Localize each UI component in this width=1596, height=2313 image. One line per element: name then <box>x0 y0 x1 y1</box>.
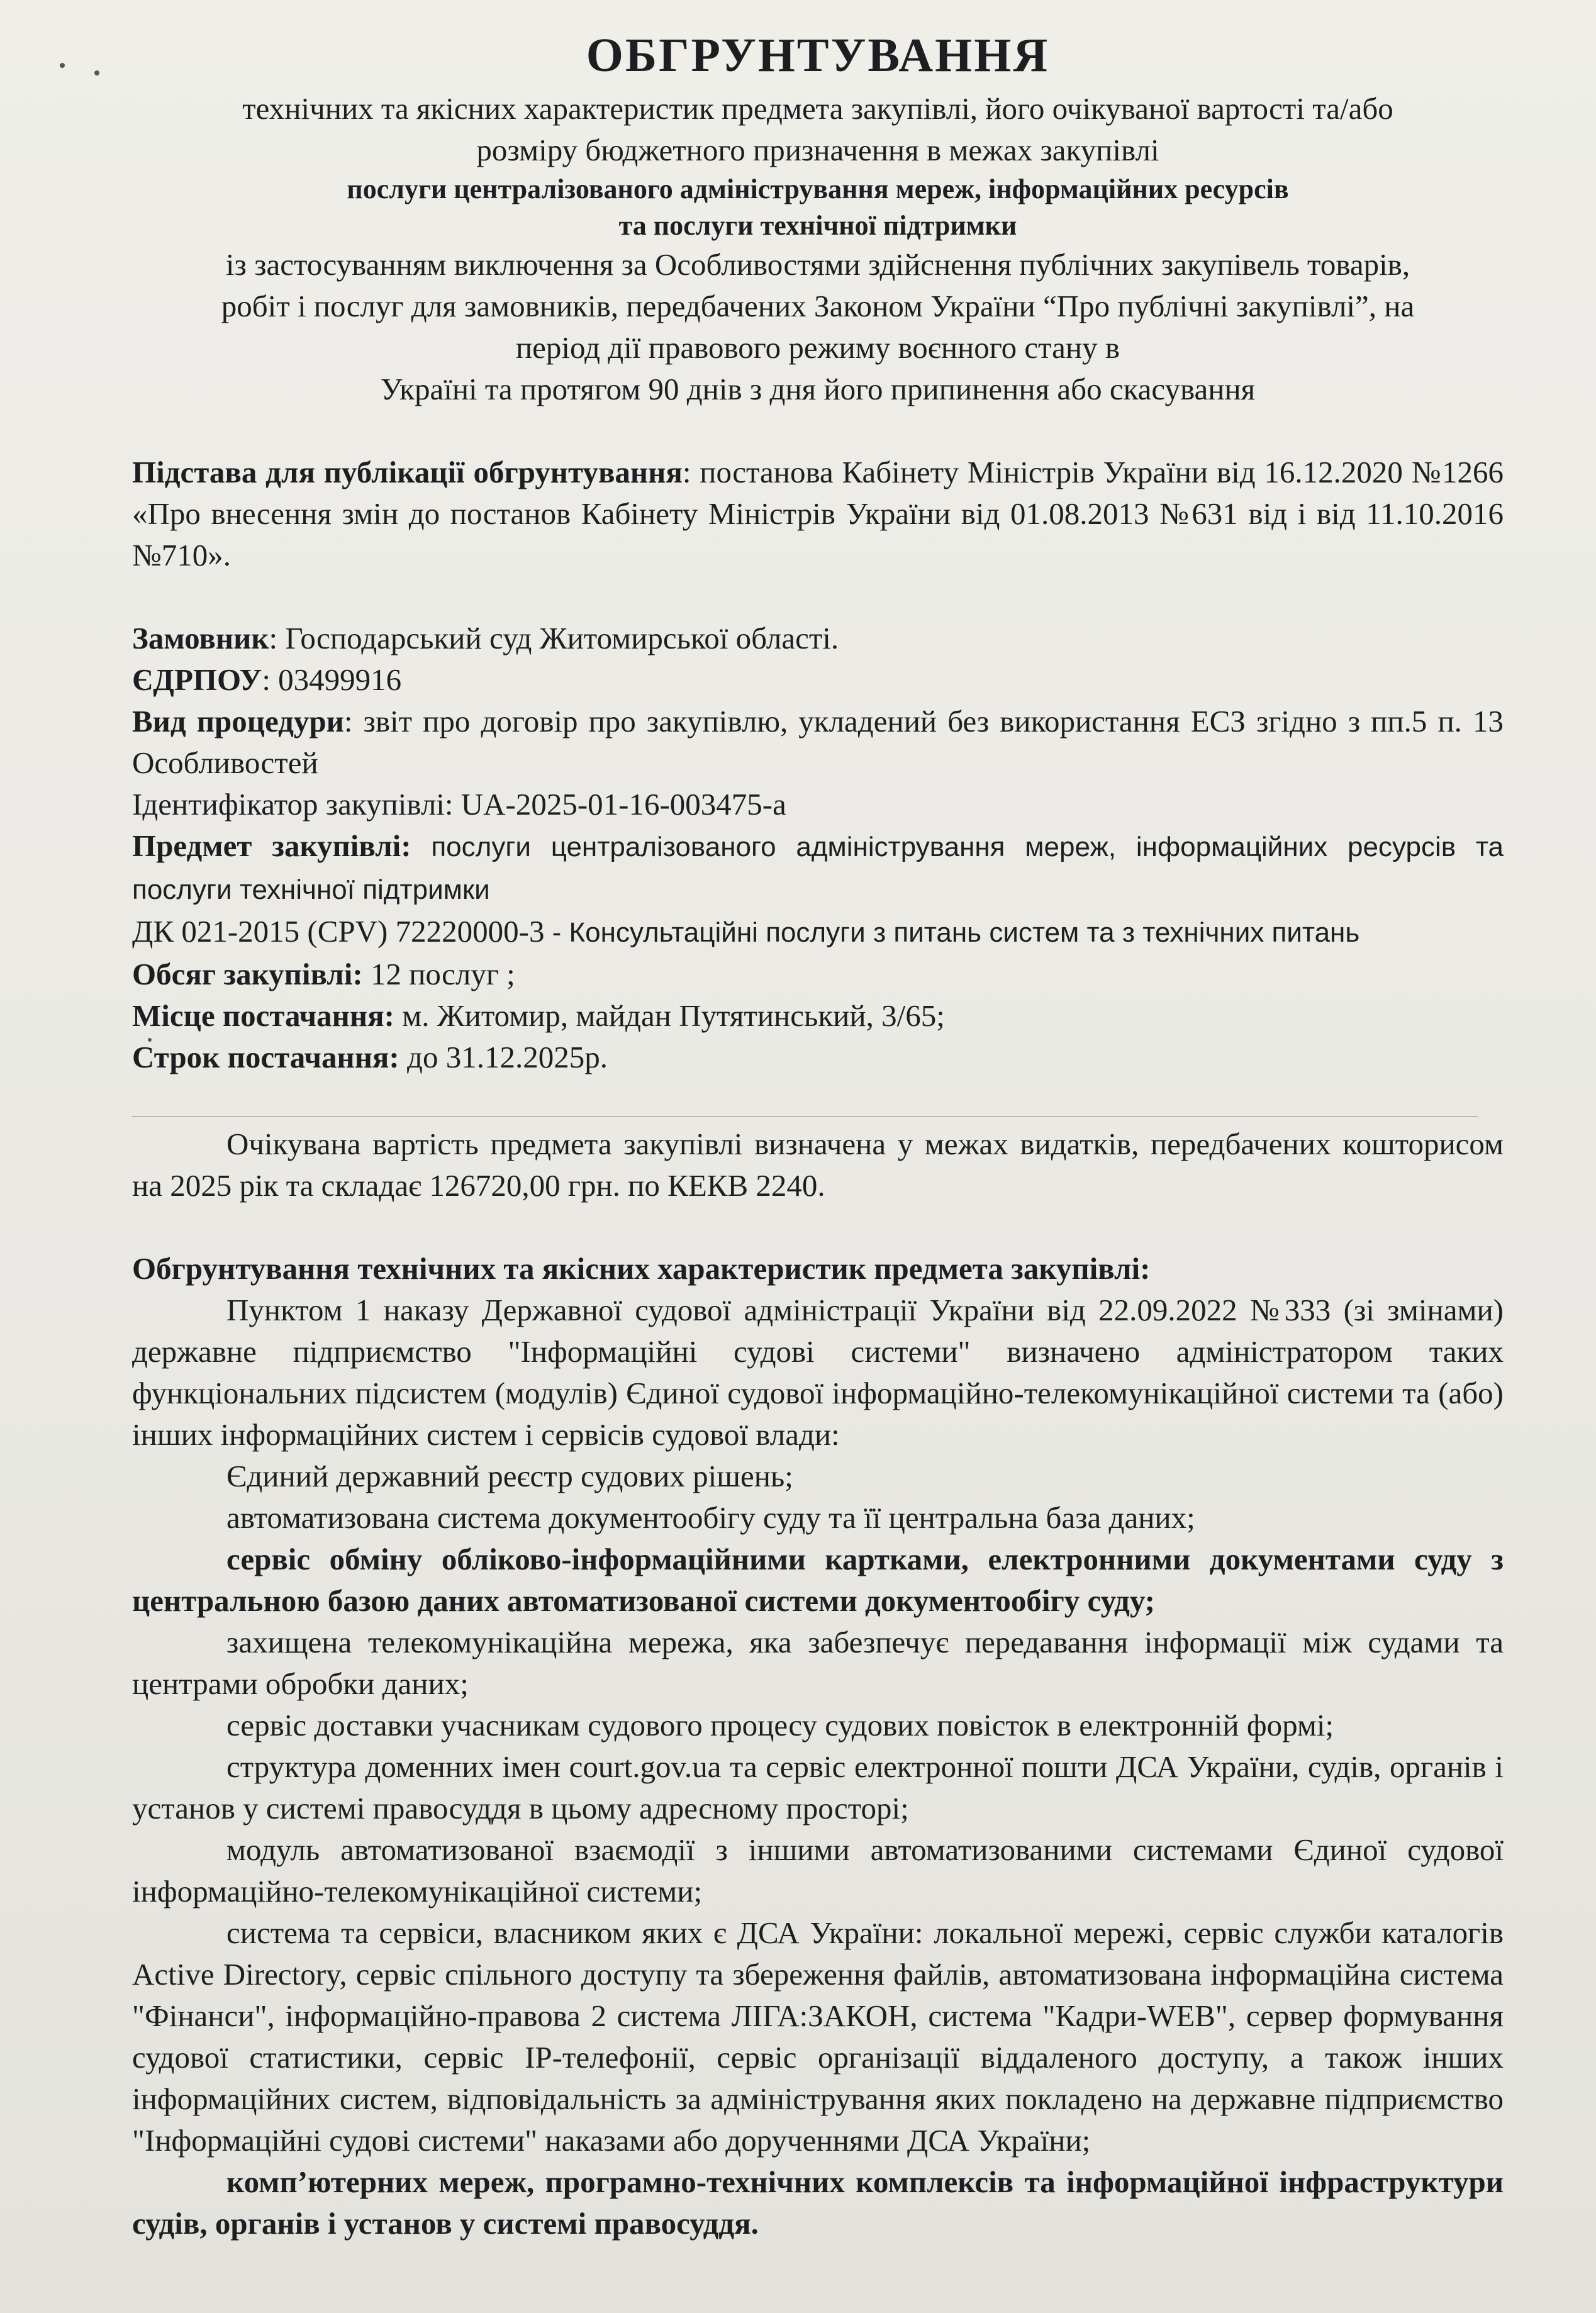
cpv-code <box>132 911 1504 954</box>
scan-speck <box>60 63 65 68</box>
list-item: захищена телекомунікаційна мережа, яка забезпечує передавання інформації між судами та центрами обробки даних; <box>132 1625 1504 1701</box>
term-label: Строк постачання: <box>132 1040 399 1074</box>
list-item: сервіс доставки учасникам судового процесу судових повісток в електронній формі; <box>226 1708 1334 1742</box>
volume-value: 12 послуг ; <box>362 957 515 991</box>
list-item-bold <box>132 1539 1504 1622</box>
place-label: Місце постачання: <box>132 998 394 1033</box>
place-value: м. Житомир, майдан Путятинський, 3/65; <box>394 998 945 1033</box>
cpv-code-prefix: ДК 021-2015 (CPV) 72220000-3 <box>132 914 545 949</box>
place-field <box>132 995 1504 1037</box>
subtitle-subject-line: послуги централізованого адміністрування мереж, інформаційних ресурсів <box>347 174 1289 204</box>
volume-field <box>132 954 1504 995</box>
subtitle-line: із застосуванням виключення за Особливостями здійснення публічних закупівель товарів, <box>225 247 1410 282</box>
subtitle-subject-line: та послуги технічної підтримки <box>618 210 1017 241</box>
subtitle-line: Україні та протягом 90 днів з дня його припинення або скасування <box>380 372 1256 406</box>
list-item: модуль автоматизованої взаємодії з іншими автоматизованими системами Єдиної судової інформаційно-телекомунікаційної системи; <box>132 1832 1504 1909</box>
subject-value: послуги централізованого адміністрування мереж, інформаційних ресурсів та послуги технічної підтримки <box>132 832 1504 905</box>
subtitle-line: робіт і послуг для замовників, передбачених Законом України “Про публічні закупівлі”, на <box>221 289 1415 323</box>
publication-basis-label: Підстава для публікації обгрунтування <box>132 455 683 489</box>
publication-basis <box>132 452 1504 576</box>
list-item: автоматизована система документообігу суду та її центральна база даних; <box>226 1500 1195 1535</box>
subject-field <box>132 825 1504 911</box>
edrpou-label: ЄДРПОУ <box>132 662 262 697</box>
procedure-field <box>132 701 1504 784</box>
list-item: система та сервіси, власником яких є ДСА України: локальної мережі, сервіс служби каталогів Active Directory, сервіс спільного доступу та збереження файлів, автоматизована інформаційна система "Фінанси", інформаційно-правова 2 система ЛІГА:ЗАКОН, система "Кадри-WEB", сервер формування судової статистики, сервіс IP-телефонії, сервіс організації віддаленого доступу, а також інших інформаційних систем, відповідальність за адміністрування яких покладено на державне підприємство "Інформаційні судові системи" наказами або дорученнями ДСА України; <box>132 1915 1504 2158</box>
spacer <box>132 576 1504 618</box>
scan-speck <box>94 70 99 75</box>
subtitle-line: період дії правового режиму воєнного стану в <box>515 330 1120 365</box>
list-item-text: сервіс обміну обліково-інформаційними картками, електронними документами суду з центральною базою даних автоматизованої системи документообігу суду; <box>132 1542 1504 1618</box>
justification-intro: Пунктом 1 наказу Державної судової адміністрації України від 22.09.2022 №333 (зі змінами) державне підприємство "Інформаційні судові системи" визначено адміністратором таких функціональних підсистем (модулів) Єдиної судової інформаційно-телекомунікаційної системи та (або) інших інформаційних систем і сервісів судової влади: <box>132 1293 1504 1452</box>
term-value: до 31.12.2025р. <box>399 1040 608 1074</box>
procurement-identifier: Ідентифікатор закупівлі: UA-2025-01-16-003475-a <box>132 787 786 822</box>
volume-label: Обсяг закупівлі: <box>132 957 363 991</box>
customer-value: : Господарський суд Житомирської області. <box>269 621 839 655</box>
subtitle-line: розміру бюджетного призначення в межах закупівлі <box>476 133 1159 167</box>
list-item-bold <box>132 2161 1504 2244</box>
divider <box>132 1116 1478 1117</box>
customer-field <box>132 618 1504 659</box>
list-item-text: комп’ютерних мереж, програмно-технічних комплексів та інформаційної інфраструктури судів, органів і установ у системі правосуддя. <box>132 2165 1504 2241</box>
subject-label: Предмет закупівлі: <box>132 828 411 863</box>
document-title: ОБГРУНТУВАННЯ <box>586 29 1050 82</box>
list-item: Єдиний державний реєстр судових рішень; <box>226 1459 793 1493</box>
edrpou-value: : 03499916 <box>262 662 402 697</box>
list-item: структура доменних імен court.gov.ua та сервіс електронної пошти ДСА України, судів, органів і установ у системі правосуддя в цьому адресному просторі; <box>132 1749 1504 1825</box>
customer-label: Замовник <box>132 621 269 655</box>
justification-heading <box>132 1248 1504 1290</box>
term-field <box>132 1037 1504 1078</box>
subtitle-line: технічних та якісних характеристик предмета закупівлі, його очікуваної вартості та/або <box>242 91 1393 126</box>
procedure-value: : звіт про договір про закупівлю, укладений без використання ЕСЗ згідно з пп.5 п. 13 Особливостей <box>132 704 1504 780</box>
spacer <box>132 410 1504 452</box>
cpv-code-description: - Консультаційні послуги з питань систем та з технічних питань <box>544 917 1360 948</box>
publication-basis-text: : постанова Кабінету Міністрів України від 16.12.2020 №1266 «Про внесення змін до постанов Кабінету Міністрів України від 01.08.2013 №631 від і від 11.10.2016 №710». <box>132 455 1504 572</box>
edrpou-field <box>132 659 1504 701</box>
document-body <box>132 25 1504 2244</box>
procedure-label: Вид процедури <box>132 704 344 738</box>
spacer <box>132 1207 1504 1248</box>
justification-heading-text: Обгрунтування технічних та якісних характеристик предмета закупівлі: <box>132 1251 1151 1286</box>
expected-cost-paragraph: Очікувана вартість предмета закупівлі визначена у межах видатків, передбачених кошторисом на 2025 рік та складає 126720,00 грн. по КЕКВ 2240. <box>132 1127 1504 1203</box>
